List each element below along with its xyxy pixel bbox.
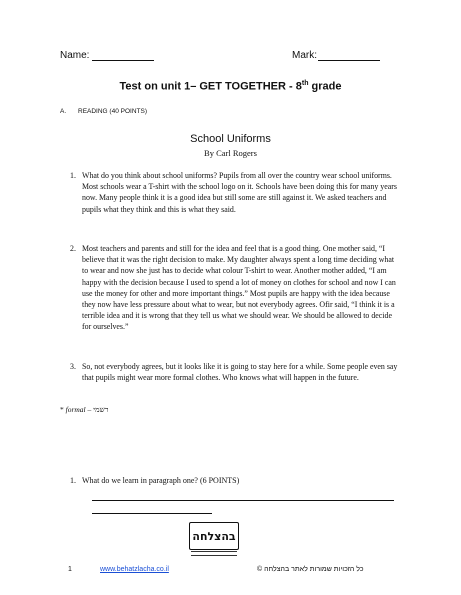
paragraph-text: Most teachers and parents and still for the idea and feel that is a good thing. One mother said, “I believe that it was the right decision to make. My daughter always spent a long time deciding what to wear and now she just has to decide what colour T-shirt to wear. Another mother added, “I am happy with the decision because I used to spend a lot of money on clothes for school and now I can use the money for other and more important things.” Most pupils are happy with the idea because they now have less pressure about what to wear, but not everybody agrees. Ofir said, “I think it is a terrible idea and it is wrong that they tell us what we should wear. We should be allowed to decide for ourselves.” bbox=[82, 244, 396, 332]
paragraph-3 bbox=[70, 361, 400, 383]
behatzlacha-logo bbox=[189, 522, 239, 556]
paragraph-2 bbox=[70, 243, 400, 333]
paragraph-number: 2. bbox=[70, 244, 76, 253]
mark-label: Mark: bbox=[292, 50, 317, 61]
copyright-notice: כל הזכויות שמורות לאתר בהצלחה © bbox=[257, 566, 364, 573]
question-number: 1. bbox=[70, 476, 76, 485]
logo-text: בהצלחה bbox=[192, 529, 236, 543]
paragraph-text: So, not everybody agrees, but it looks like it is going to stay here for a while. Some people even say that pupils might wear more formal clothes. Who knows what will happen in the future. bbox=[82, 362, 398, 383]
paragraph-number: 1. bbox=[70, 171, 76, 180]
answer-line[interactable] bbox=[92, 513, 212, 514]
question-1 bbox=[70, 476, 240, 485]
section-label: READING (40 POINTS) bbox=[78, 108, 147, 115]
paragraph-1 bbox=[70, 170, 400, 215]
name-label: Name: bbox=[60, 50, 90, 61]
story-author: By Carl Rogers bbox=[204, 148, 257, 158]
paragraph-number: 3. bbox=[70, 362, 76, 371]
answer-line[interactable] bbox=[92, 500, 394, 501]
mark-blank-line[interactable] bbox=[318, 60, 380, 61]
story-title: School Uniforms bbox=[190, 133, 271, 145]
section-letter: A. bbox=[60, 108, 67, 115]
logo-underline bbox=[191, 551, 237, 556]
test-title: Test on unit 1– GET TOGETHER - 8th grade bbox=[119, 80, 342, 93]
section-a-heading bbox=[60, 108, 147, 115]
footnote-term: formal bbox=[65, 405, 86, 414]
name-blank-line[interactable] bbox=[92, 60, 154, 61]
page-number: 1 bbox=[68, 566, 72, 573]
logo-box bbox=[189, 522, 239, 550]
site-link[interactable]: www.behatzlacha.co.il bbox=[100, 566, 169, 573]
paragraph-text: What do you think about school uniforms? Pupils from all over the country wear school uniforms. Most schools wear a T-shirt with the school logo on it. Schools have been doing this for many years now. Many people think it is a good idea but still some are still against it. We asked teachers and pupils what they think and this is what they said. bbox=[82, 171, 397, 214]
question-text: What do we learn in paragraph one? (6 POINTS) bbox=[82, 476, 240, 485]
vocabulary-footnote: * formal – רשמי bbox=[60, 405, 109, 414]
footnote-translation: רשמי bbox=[93, 405, 109, 414]
